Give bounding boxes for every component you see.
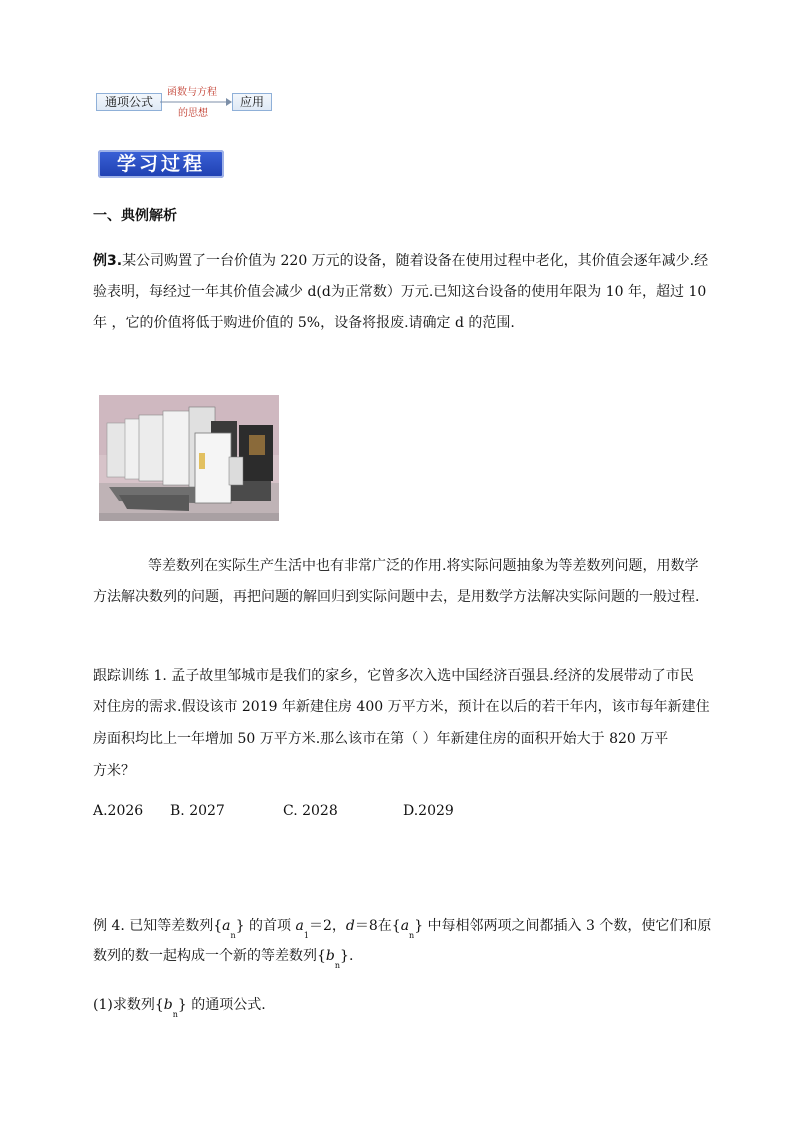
diagram-label-bottom: 的思想: [178, 108, 208, 119]
example3-line2: 验表明，每经过一年其价值会减少 d(d为正常数）万元.已知这台设备的使用年限为 10 年，超过 10: [93, 284, 707, 300]
d-value: ＝8: [354, 918, 378, 934]
example4-text-b: } 的首项: [235, 918, 296, 934]
var-a-2: a: [400, 918, 410, 934]
diagram-box-application: 应用: [232, 93, 272, 111]
option-b: B. 2027: [170, 803, 225, 819]
paragraph-line1: 等差数列在实际生产生活中也有非常广泛的作用.将实际问题抽象为等差数列问题，用数学: [148, 558, 699, 574]
diagram-box-general-term: 通项公式: [96, 93, 162, 111]
printing-machine-photo: [99, 395, 279, 521]
sub-n-2: n: [409, 931, 415, 940]
var-d: d: [345, 918, 355, 934]
example3-label: 例3.: [93, 253, 123, 269]
example4-line2: [93, 946, 353, 968]
paragraph-line2: 方法解决数列的问题，再把问题的解回归到实际问题中去，是用数学方法解决实际问题的一般过程.: [93, 589, 700, 605]
option-d: D.2029: [403, 803, 454, 819]
q1-text-b: } 的通项公式.: [177, 997, 266, 1013]
example3-line3: 年 ，它的价值将低于购进价值的 5%，设备将报废.请确定 d 的范围.: [93, 315, 515, 331]
example3-text1: 某公司购置了一台价值为 220 万元的设备，随着设备在使用过程中老化，其价值会逐年减少.经: [122, 253, 709, 269]
example4-text-a: 例 4. 已知等差数列{: [93, 918, 223, 934]
option-c: C. 2028: [283, 803, 338, 819]
example4-text-c: 在{: [377, 918, 401, 934]
exercise1-line4: 方米？: [93, 763, 135, 779]
sub-1: 1: [303, 931, 309, 940]
sub-n-3: n: [334, 961, 341, 970]
example4-question1: [93, 995, 266, 1017]
exercise1-line3: 房面积均比上一年增加 50 万平方米.那么该市在第（ ）年新建住房的面积开始大于 820 万平: [93, 731, 669, 747]
section-heading: 一、典例解析: [93, 208, 177, 224]
a1-value: ＝2，: [308, 918, 346, 934]
option-a: A.2026: [93, 803, 144, 819]
example4-line1: [93, 916, 711, 938]
q1-text-a: (1)求数列{: [93, 997, 164, 1013]
exercise1-line2: 对住房的需求.假设该市 2019 年新建住房 400 万平方米，预计在以后的若干年内，该市每年新建住: [93, 699, 710, 715]
example3-line1: [93, 251, 708, 271]
var-a: a: [222, 918, 231, 934]
diagram-label-top: 函数与方程: [167, 87, 217, 98]
var-b: b: [325, 948, 335, 964]
section-banner: 学习过程: [98, 150, 224, 178]
exercise1-line1: 跟踪训练 1. 孟子故里邹城市是我们的家乡，它曾多次入选中国经济百强县.经济的发展带动了市民: [93, 668, 694, 684]
var-a1: a: [295, 918, 304, 934]
sub-n: n: [230, 931, 236, 940]
sub-n-4: n: [172, 1010, 178, 1019]
var-b-2: b: [163, 997, 173, 1013]
example4-text-e: 数列的数一起构成一个新的等差数列{: [93, 948, 326, 964]
example4-text-f: }.: [340, 948, 354, 964]
example4-text-d: } 中每相邻两项之间都插入 3 个数，使它们和原: [414, 918, 712, 934]
